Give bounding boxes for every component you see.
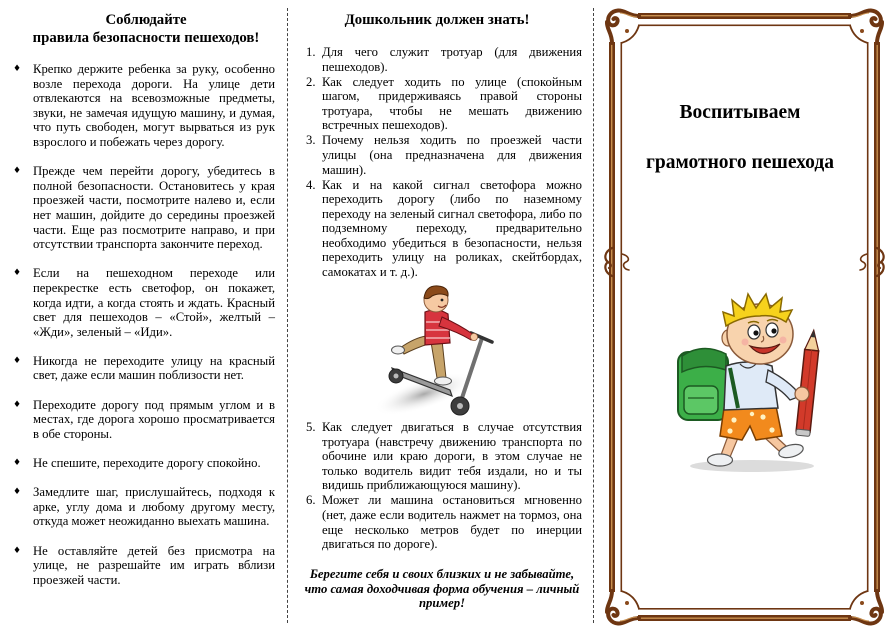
frame-side-ornament-left	[605, 248, 629, 276]
safety-tip-text: Прежде чем перейти дорогу, убедитесь в полной безопасности. Остановитесь у края проезжей части, посмотрите налево и, если нет машин, дойдите до середины проезжей части. Еще раз посмотрите направо, и при отсутствии транспорта закончите переход.	[33, 164, 275, 252]
list-item-number: 1.	[306, 45, 316, 59]
list-item-text: Как следует двигаться в случае отсутствия тротуара (навстречу движению транспорта по обочине или краю дороги, в этом случае не только водитель видит тебя издали, но и ты видишь приближающуюся машину).	[322, 420, 582, 493]
boy-on-scooter-icon	[376, 282, 498, 420]
safety-tip-text: Переходите дорогу под прямым углом и в местах, где дорога хорошо просматривается в обе стороны.	[33, 397, 275, 441]
diamond-bullet-icon: ♦	[13, 487, 22, 498]
diamond-bullet-icon: ♦	[13, 458, 22, 469]
list-item-number: 2.	[306, 74, 316, 89]
safety-tip	[10, 354, 275, 383]
safety-tip-text: Замедлите шаг, прислушайтесь, подходя к арке, углу дома и любому другому месту, откуда может неожиданно выехать машина.	[33, 485, 275, 529]
schoolboy-hand	[795, 387, 809, 401]
safety-rules-title	[10, 11, 282, 47]
list-item	[304, 75, 582, 133]
safety-tip	[10, 398, 275, 442]
safety-tip	[10, 164, 275, 252]
cover-title-line1: Воспитываем	[679, 102, 801, 123]
schoolboy-head	[722, 294, 793, 364]
safety-tip-text: Если на пешеходном переходе или перекрестке есть светофор, он покажет, когда идти, а когда стоять и ждать. Красный свет для пешеходов – «Стой», желтый – «Жди», зеленый – «Иди».	[33, 266, 275, 339]
list-item-number: 4.	[306, 177, 316, 192]
pencil	[796, 330, 821, 437]
fold-divider-left	[287, 8, 288, 623]
safety-tip	[10, 62, 275, 150]
diamond-bullet-icon: ♦	[13, 399, 22, 410]
safety-tip	[10, 544, 275, 588]
diamond-bullet-icon: ♦	[13, 64, 22, 74]
backpack	[678, 348, 728, 420]
safety-tip-text: Не спешите, переходите дорогу спокойно.	[33, 456, 261, 471]
preschooler-title	[290, 11, 584, 29]
safety-tip	[10, 456, 275, 471]
list-item-text: Для чего служит тротуар (для движения пешеходов).	[322, 45, 582, 74]
list-item-number: 6.	[306, 493, 316, 508]
frame-corner-top-right	[850, 10, 882, 43]
safety-tip	[10, 266, 275, 339]
safety-tip	[10, 485, 275, 529]
fold-divider-right	[593, 8, 594, 623]
list-item-number: 5.	[306, 420, 316, 434]
preschooler-list-part2	[304, 420, 582, 552]
diamond-bullet-icon: ♦	[13, 545, 22, 556]
diamond-bullet-icon: ♦	[13, 355, 22, 366]
list-item	[304, 178, 582, 280]
frame-corner-bottom-left	[607, 591, 639, 624]
safety-tip-text: Крепко держите ребенка за руку, особенно возле перехода дороги. На улице дети отвлекаются на всевозможные предметы, звуки, не замечая идущую машину, и думая, что путь свободен, могут вырваться из рук взрослого и побежать через дорогу.	[33, 62, 275, 149]
list-item	[304, 420, 582, 493]
safety-tips-list	[10, 62, 275, 602]
diamond-bullet-icon: ♦	[13, 166, 22, 177]
list-item-number: 3.	[306, 133, 316, 148]
list-item	[304, 45, 582, 74]
preschooler-title-text: Дошкольник должен знать!	[344, 12, 530, 28]
diamond-bullet-icon: ♦	[13, 268, 22, 279]
safety-tip-text: Не оставляйте детей без присмотра на улице, не разрешайте им играть вблизи проезжей части.	[33, 543, 275, 587]
cover-title-line2: грамотного пешехода	[646, 152, 834, 173]
preschooler-list-part1	[304, 45, 582, 280]
list-item	[304, 133, 582, 177]
list-item-text: Как и на какой сигнал светофора можно переходить дорогу (либо по наземному переходу на зеленый сигнал светофора, либо по подземному переходу, предварительно необходимо убедиться в безопасности, нельзя переходить улицу на роликах, скейтбордах, самокатах и т. д.).	[322, 177, 582, 280]
list-item-text: Почему нельзя ходить по проезжей части улицы (она предназначена для движения машин).	[322, 133, 582, 177]
frame-corner-bottom-right	[850, 591, 882, 624]
safety-rules-title-line1: Соблюдайте	[105, 12, 187, 28]
schoolboy-with-backpack-icon	[668, 290, 828, 475]
frame-side-ornament-right	[860, 248, 884, 276]
list-item	[304, 493, 582, 551]
frame-corner-top-left	[607, 10, 639, 43]
safety-rules-title-line2: правила безопасности пешеходов!	[32, 30, 260, 46]
scooter-boy	[392, 286, 478, 385]
list-item-text: Как следует ходить по улице (спокойным шагом, придерживаясь правой стороны тротуара, чтобы не мешать движению встречных пешеходов).	[322, 74, 582, 133]
list-item-text: Может ли машина остановиться мгновенно (нет, даже если водитель нажмет на тормоз, она еще несколько метров будет по инерции двигаться по дороге).	[322, 493, 582, 552]
closing-message: Берегите себя и своих близких и не забывайте, что самая доходчивая форма обучения – личный пример!	[304, 567, 580, 611]
safety-tip-text: Никогда не переходите улицу на красный свет, даже если машин поблизости нет.	[33, 353, 275, 383]
